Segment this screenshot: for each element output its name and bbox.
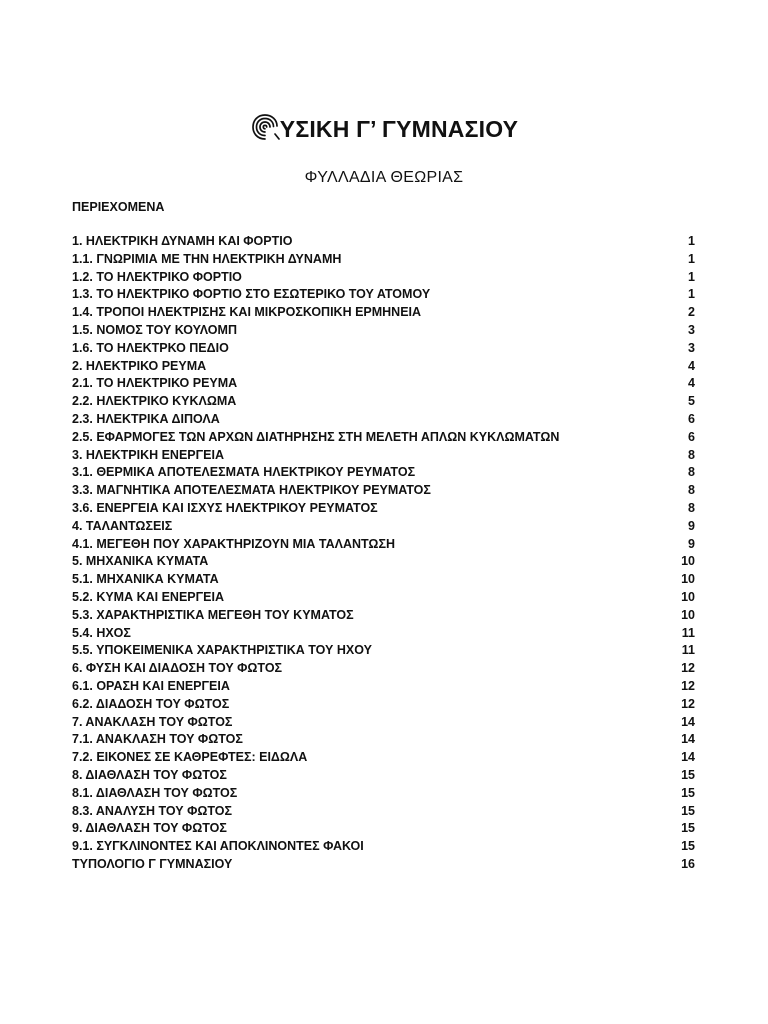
- toc-entry: [72, 500, 695, 518]
- toc-entry-title: ΤΥΠΟΛΟΓΙΟ Γ ΓΥΜΝΑΣΙΟΥ: [72, 856, 233, 871]
- toc-entry-page-number: 8: [688, 447, 695, 462]
- toc-entry: [72, 553, 695, 571]
- toc-entry-title: 3. ΗΛΕΚΤΡΙΚΗ ΕΝΕΡΓΕΙΑ: [72, 447, 224, 462]
- toc-entry-title: 2.3. ΗΛΕΚΤΡΙΚΑ ΔΙΠΟΛΑ: [72, 411, 220, 426]
- toc-entry-page-number: 16: [681, 856, 695, 871]
- toc-entry-title: 1.5. ΝΟΜΟΣ ΤΟΥ ΚΟΥΛΟΜΠ: [72, 322, 237, 337]
- toc-entry-title: 6.2. ΔΙΑΔΟΣΗ ΤΟΥ ΦΩΤΟΣ: [72, 696, 230, 711]
- toc-entry-page-number: 1: [688, 251, 695, 266]
- toc-entry-page-number: 9: [688, 536, 695, 551]
- toc-entry-page-number: 8: [688, 465, 695, 480]
- toc-entry-page-number: 1: [688, 234, 695, 248]
- toc-entry-title: 8.3. ΑΝΑΛΥΣΗ ΤΟΥ ΦΩΤΟΣ: [72, 803, 232, 818]
- toc-entry: [72, 714, 695, 732]
- toc-entry-page-number: 15: [681, 785, 695, 800]
- toc-entry: [72, 607, 695, 625]
- toc-entry: [72, 358, 695, 376]
- toc-entry-page-number: 4: [688, 358, 695, 373]
- document-subtitle: ΦΥΛΛΑΔΙΑ ΘΕΩΡΙΑΣ: [304, 169, 464, 186]
- toc-entry-title: 3.1. ΘΕΡΜΙΚΑ ΑΠΟΤΕΛΕΣΜΑΤΑ ΗΛΕΚΤΡΙΚΟΥ ΡΕΥΜΑΤΟΣ: [72, 465, 416, 480]
- toc-entry-page-number: 12: [681, 696, 695, 711]
- toc-entry-page-number: 15: [681, 839, 695, 854]
- toc-entry-title: 2.5. ΕΦΑΡΜΟΓΕΣ ΤΩΝ ΑΡΧΩΝ ΔΙΑΤΗΡΗΣΗΣ ΣΤΗ ΜΕΛΕΤΗ ΑΠΛΩΝ ΚΥΚΛΩΜΑΤΩΝ: [72, 429, 560, 444]
- toc-entry: [72, 251, 695, 269]
- toc-entry-page-number: 4: [688, 376, 695, 391]
- toc-entry-title: 7.1. ΑΝΑΚΛΑΣΗ ΤΟΥ ΦΩΤΟΣ: [72, 732, 243, 747]
- toc-entry: [72, 233, 695, 251]
- table-of-contents: [72, 233, 695, 874]
- toc-entry-title: 4. ΤΑΛΑΝΤΩΣΕΙΣ: [72, 518, 173, 533]
- toc-entry: [72, 429, 695, 447]
- toc-entry-title: 3.6. ΕΝΕΡΓΕΙΑ ΚΑΙ ΙΣΧΥΣ ΗΛΕΚΤΡΙΚΟΥ ΡΕΥΜΑΤΟΣ: [72, 500, 378, 515]
- toc-entry-page-number: 14: [681, 714, 695, 729]
- toc-entry: [72, 411, 695, 429]
- toc-entry-title: 6. ΦΥΣΗ ΚΑΙ ΔΙΑΔΟΣΗ ΤΟΥ ΦΩΤΟΣ: [72, 661, 283, 676]
- toc-entry: [72, 322, 695, 340]
- toc-entry-title: 1.2. ΤΟ ΗΛΕΚΤΡΙΚΟ ΦΟΡΤΙΟ: [72, 269, 242, 284]
- toc-entry: [72, 269, 695, 287]
- toc-entry: [72, 482, 695, 500]
- toc-entry-title: 5.1. ΜΗΧΑΝΙΚΑ ΚΥΜΑΤΑ: [72, 572, 219, 587]
- toc-entry-title: 3.3. ΜΑΓΝΗΤΙΚΑ ΑΠΟΤΕΛΕΣΜΑΤΑ ΗΛΕΚΤΡΙΚΟΥ ΡΕΥΜΑΤΟΣ: [72, 483, 431, 498]
- toc-entry: [72, 625, 695, 643]
- toc-entry: [72, 518, 695, 536]
- toc-entry: [72, 820, 695, 838]
- toc-entry-page-number: 10: [681, 572, 695, 587]
- toc-entry-page-number: 2: [688, 305, 695, 320]
- toc-entry-title: 9. ΔΙΑΘΛΑΣΗ ΤΟΥ ΦΩΤΟΣ: [72, 821, 227, 836]
- toc-entry-title: 2.1. ΤΟ ΗΛΕΚΤΡΙΚΟ ΡΕΥΜΑ: [72, 376, 238, 391]
- toc-entry-page-number: 1: [688, 287, 695, 302]
- toc-entry-page-number: 3: [688, 340, 695, 355]
- toc-entry: [72, 536, 695, 554]
- toc-entry-title: 5.2. ΚΥΜΑ ΚΑΙ ΕΝΕΡΓΕΙΑ: [72, 589, 224, 604]
- toc-entry-page-number: 5: [688, 394, 695, 409]
- toc-entry-page-number: 10: [681, 607, 695, 622]
- toc-entry-title: 5.4. ΗΧΟΣ: [72, 625, 131, 640]
- toc-entry: [72, 340, 695, 358]
- toc-entry-title: 1. ΗΛΕΚΤΡΙΚΗ ΔΥΝΑΜΗ ΚΑΙ ΦΟΡΤΙΟ: [72, 234, 293, 248]
- toc-entry-page-number: 9: [688, 518, 695, 533]
- toc-entry-title: 1.1. ΓΝΩΡΙΜΙΑ ΜΕ ΤΗΝ ΗΛΕΚΤΡΙΚΗ ΔΥΝΑΜΗ: [72, 251, 342, 266]
- toc-entry: [72, 393, 695, 411]
- toc-entry: [72, 375, 695, 393]
- toc-entry: [72, 571, 695, 589]
- toc-entry-title: 4.1. ΜΕΓΕΘΗ ΠΟΥ ΧΑΡΑΚΤΗΡΙΖΟΥΝ ΜΙΑ ΤΑΛΑΝΤΩΣΗ: [72, 536, 395, 551]
- toc-entry-title: 8. ΔΙΑΘΛΑΣΗ ΤΟΥ ΦΩΤΟΣ: [72, 767, 227, 782]
- toc-entry: [72, 785, 695, 803]
- toc-entry-title: 6.1. ΟΡΑΣΗ ΚΑΙ ΕΝΕΡΓΕΙΑ: [72, 678, 230, 693]
- toc-entry-title: 7. ΑΝΑΚΛΑΣΗ ΤΟΥ ΦΩΤΟΣ: [72, 714, 233, 729]
- toc-entry: [72, 642, 695, 660]
- toc-entry-page-number: 11: [681, 625, 695, 640]
- toc-entry: [72, 696, 695, 714]
- toc-entry-page-number: 12: [681, 661, 695, 676]
- toc-entry: [72, 838, 695, 856]
- toc-entry-page-number: 8: [688, 483, 695, 498]
- swirl-phi-logo-icon: [250, 112, 280, 142]
- toc-entry-page-number: 12: [681, 678, 695, 693]
- toc-entry-title: 2.2. ΗΛΕΚΤΡΙΚΟ ΚΥΚΛΩΜΑ: [72, 394, 237, 409]
- toc-entry-title: 1.3. ΤΟ ΗΛΕΚΤΡΙΚΟ ΦΟΡΤΙΟ ΣΤΟ ΕΣΩΤΕΡΙΚΟ ΤΟΥ ΑΤΟΜΟΥ: [72, 287, 431, 302]
- toc-entry-page-number: 3: [688, 322, 695, 337]
- toc-entry-page-number: 15: [681, 821, 695, 836]
- toc-entry: [72, 678, 695, 696]
- toc-entry: [72, 856, 695, 874]
- toc-entry-title: 5.3. ΧΑΡΑΚΤΗΡΙΣΤΙΚΑ ΜΕΓΕΘΗ ΤΟΥ ΚΥΜΑΤΟΣ: [72, 607, 354, 622]
- toc-entry-page-number: 10: [681, 589, 695, 604]
- toc-entry: [72, 767, 695, 785]
- toc-entry-page-number: 10: [681, 554, 695, 569]
- toc-entry-page-number: 14: [681, 750, 695, 765]
- toc-entry-title: 9.1. ΣΥΓΚΛΙΝΟΝΤΕΣ ΚΑΙ ΑΠΟΚΛΙΝΟΝΤΕΣ ΦΑΚΟΙ: [72, 839, 364, 854]
- toc-entry-title: 5.5. ΥΠΟΚΕΙΜΕΝΙΚΑ ΧΑΡΑΚΤΗΡΙΣΤΙΚΑ ΤΟΥ ΗΧΟΥ: [72, 643, 372, 658]
- toc-entry-title: 2. ΗΛΕΚΤΡΙΚΟ ΡΕΥΜΑ: [72, 358, 207, 373]
- toc-entry: [72, 749, 695, 767]
- toc-entry: [72, 447, 695, 465]
- toc-entry-title: 1.6. ΤΟ ΗΛΕΚΤΡΚΟ ΠΕΔΙΟ: [72, 340, 229, 355]
- toc-entry-page-number: 8: [688, 500, 695, 515]
- toc-entry-title: 1.4. ΤΡΟΠΟΙ ΗΛΕΚΤΡΙΣΗΣ ΚΑΙ ΜΙΚΡΟΣΚΟΠΙΚΗ ΕΡΜΗΝΕΙΑ: [72, 305, 422, 320]
- document-title: ΥΣΙΚΗ Γ’ ΓΥΜΝΑΣΙΟΥ: [279, 116, 519, 143]
- toc-entry: [72, 731, 695, 749]
- toc-entry-page-number: 15: [681, 767, 695, 782]
- document-title-row: [0, 112, 768, 143]
- toc-entry-page-number: 6: [688, 429, 695, 444]
- toc-entry-page-number: 11: [681, 643, 695, 658]
- toc-entry: [72, 803, 695, 821]
- toc-entry-title: 8.1. ΔΙΑΘΛΑΣΗ ΤΟΥ ΦΩΤΟΣ: [72, 785, 238, 800]
- toc-entry-title: 7.2. ΕΙΚΟΝΕΣ ΣΕ ΚΑΘΡΕΦΤΕΣ: ΕΙΔΩΛΑ: [72, 750, 308, 765]
- toc-entry-page-number: 1: [688, 269, 695, 284]
- toc-entry: [72, 464, 695, 482]
- toc-entry: [72, 304, 695, 322]
- contents-heading: ΠΕΡΙΕΧΟΜΕΝΑ: [72, 200, 165, 214]
- toc-entry: [72, 286, 695, 304]
- toc-entry-page-number: 15: [681, 803, 695, 818]
- toc-entry: [72, 660, 695, 678]
- toc-entry: [72, 589, 695, 607]
- toc-entry-page-number: 6: [688, 411, 695, 426]
- toc-entry-page-number: 14: [681, 732, 695, 747]
- toc-entry-title: 5. ΜΗΧΑΝΙΚΑ ΚΥΜΑΤΑ: [72, 554, 209, 569]
